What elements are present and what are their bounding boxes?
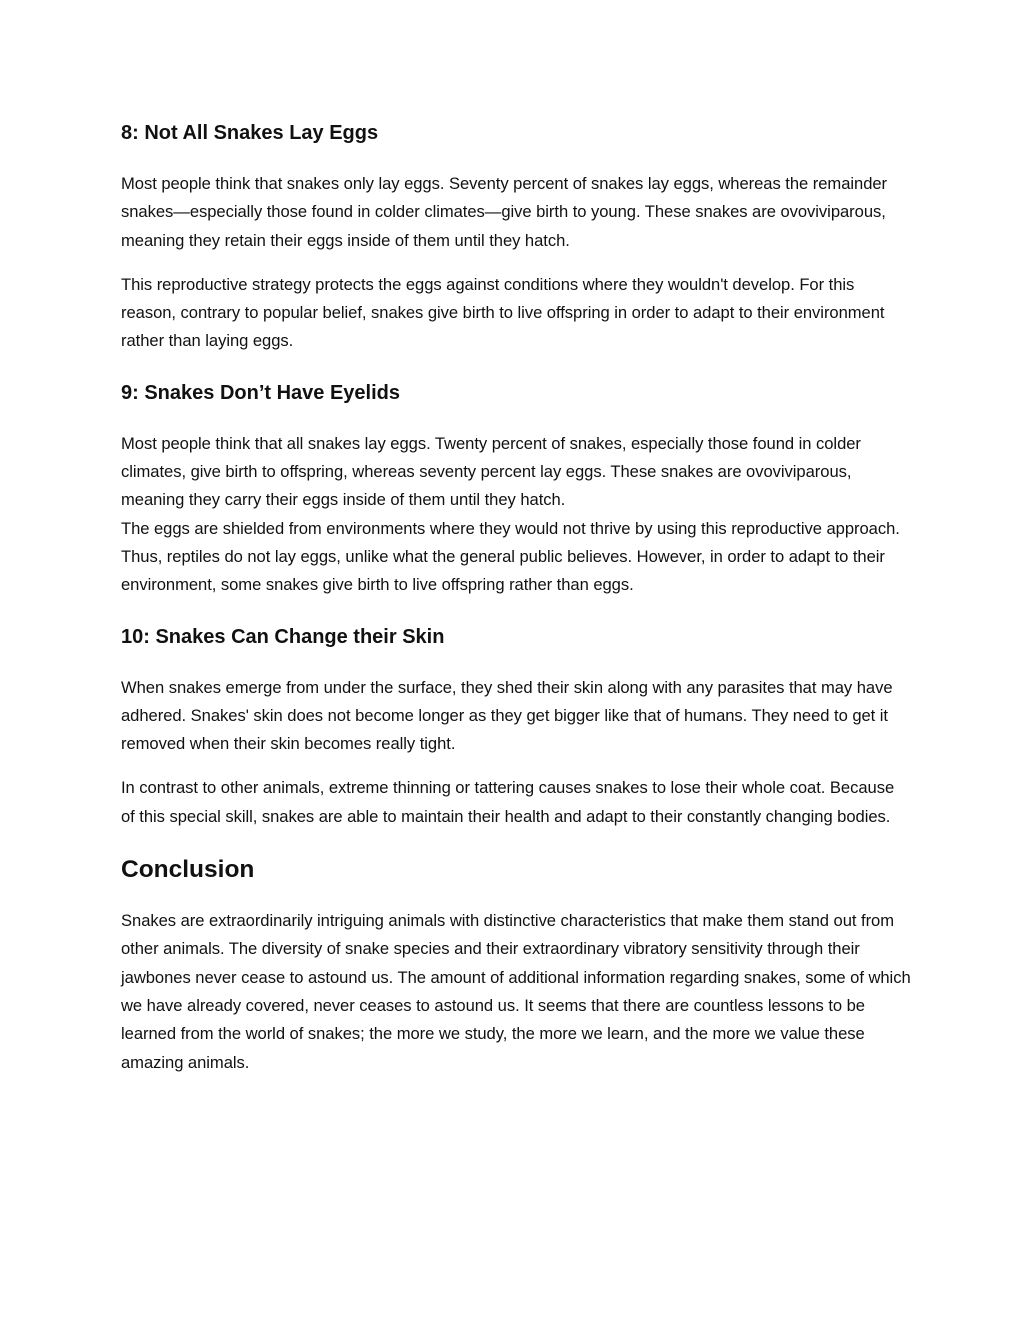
- section-heading-9: 9: Snakes Don’t Have Eyelids: [121, 381, 401, 404]
- conclusion-paragraph: Snakes are extraordinarily intriguing animals with distinctive characteristics that make them stand out from other animals. The diversity of snake species and their extraordinary vibratory sensitivity through their jawbones never cease to astound us. The amount of additional information regarding snakes, some of which we have already covered, never ceases to astound us. It seems that there are countless lessons to be learned from the world of snakes; the more we study, the more we learn, and the more we value these amazing animals.: [121, 911, 911, 1072]
- section-9-line-2: The eggs are shielded from environments where they would not thrive by using this reproductive approach. Thus, reptiles do not lay eggs, unlike what the general public believes. However, in order to adapt to their environment, some snakes give birth to live offspring rather than eggs.: [121, 518, 900, 595]
- section-9-line-1: Most people think that all snakes lay eggs. Twenty percent of snakes, especially those found in colder climates, give birth to offspring, whereas seventy percent lay eggs. These snakes are ovoviviparous, meaning they carry their eggs inside of them until they hatch.: [121, 433, 861, 510]
- conclusion-heading: Conclusion: [121, 856, 255, 884]
- section-heading-8: 8: Not All Snakes Lay Eggs: [121, 122, 379, 144]
- section-8-paragraph-1: Most people think that snakes only lay eggs. Seventy percent of snakes lay eggs, whereas the remainder snakes—especially those found in colder climates—give birth to young. These snakes are ovoviviparous, meaning they retain their eggs inside of them until they hatch.: [121, 174, 888, 250]
- section-heading-10: 10: Snakes Can Change their Skin: [121, 625, 445, 648]
- section-10-paragraph-1: When snakes emerge from under the surface, they shed their skin along with any parasites that may have adhered. Snakes' skin does not become longer as they get bigger like that of humans. They need to get it removed when their skin becomes really tight.: [121, 677, 893, 754]
- section-10-paragraph-2: In contrast to other animals, extreme thinning or tattering causes snakes to lose their whole coat. Because of this special skill, snakes are able to maintain their health and adapt to their constantly changing bodies.: [121, 778, 895, 826]
- document-page: [121, 118, 911, 1093]
- section-8-paragraph-2: This reproductive strategy protects the eggs against conditions where they wouldn't develop. For this reason, contrary to popular belief, snakes give birth to live offspring in order to adapt to their environment rather than laying eggs.: [121, 274, 885, 351]
- section-9-paragraph: [121, 430, 911, 600]
